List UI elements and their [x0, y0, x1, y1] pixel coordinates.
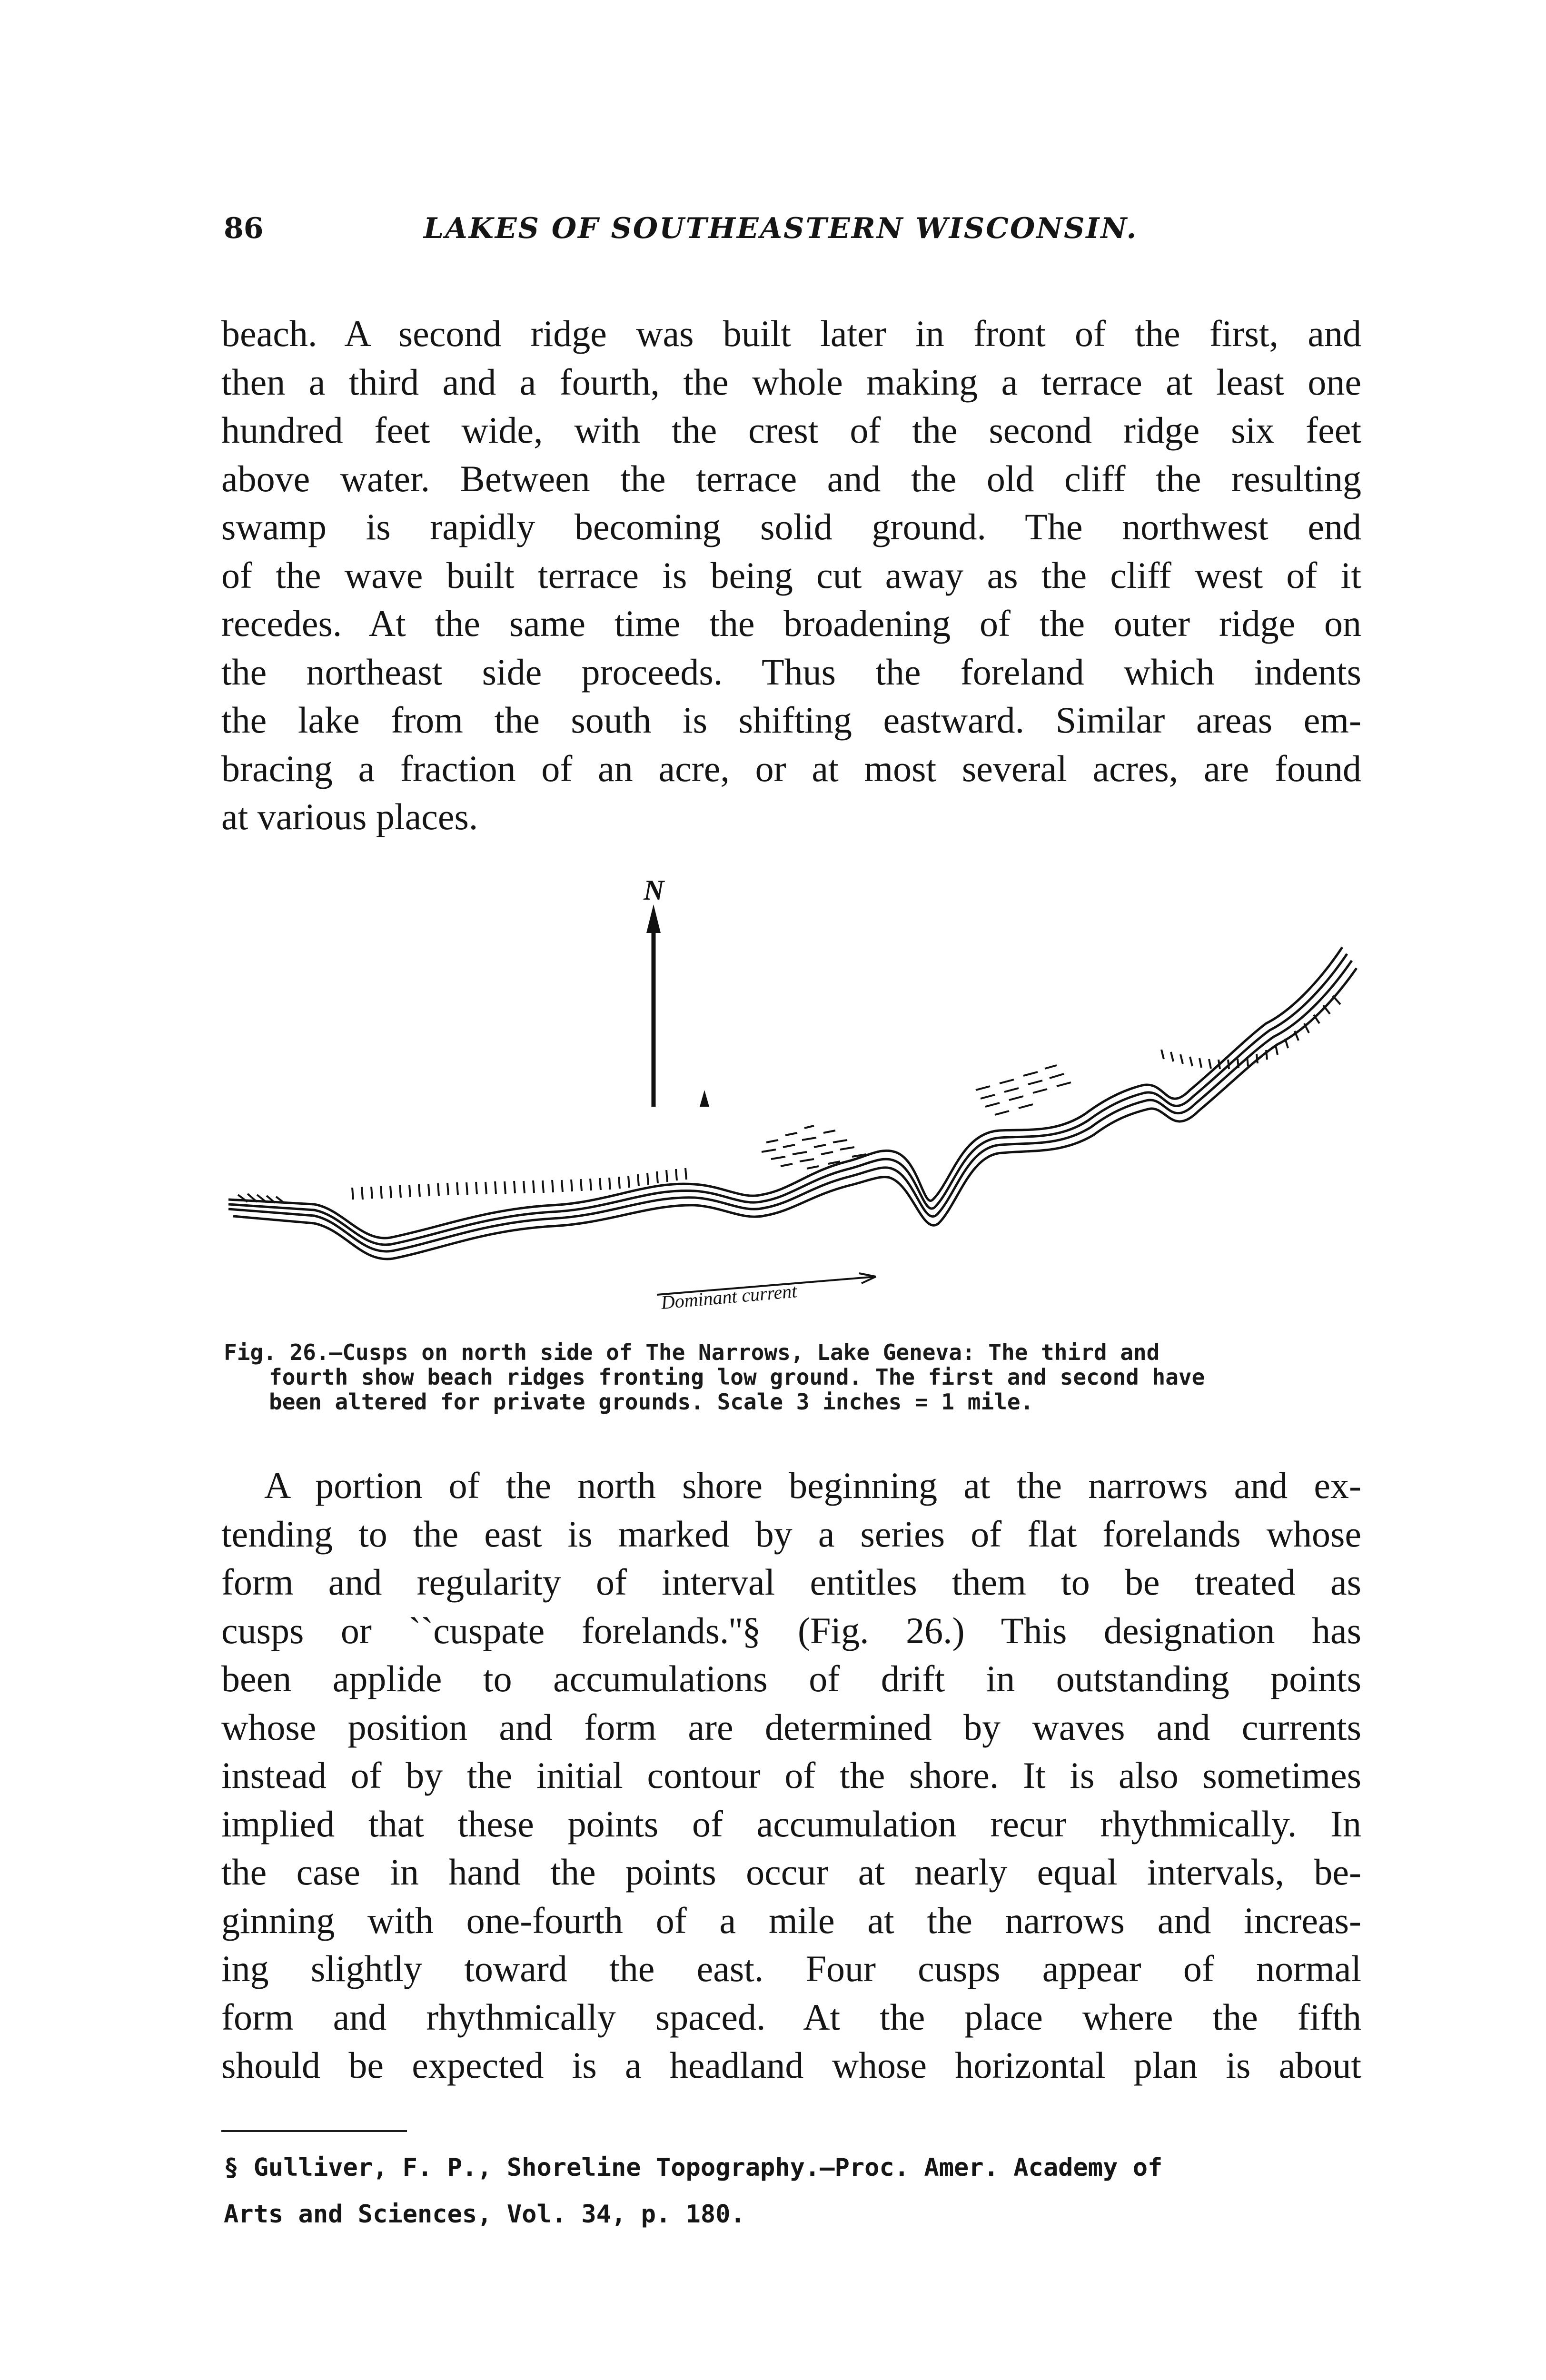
footnote [224, 2144, 1361, 2238]
text-line: then a third and a fourth, the whole making a terrace at least one [221, 361, 1361, 403]
text-line: cusps or ``cuspate forelands.''§ (Fig. 26.) This designation has [221, 1609, 1361, 1651]
text-line: at various places. [221, 796, 478, 837]
running-title: LAKES OF SOUTHEASTERN WISCONSIN. [424, 212, 1138, 245]
north-label: N [644, 874, 664, 906]
text-line: ing slightly toward the east. Four cusps appear of normal [221, 1948, 1361, 1989]
text-line: the northeast side proceeds. Thus the foreland which indents [221, 651, 1361, 693]
text-line: bracing a fraction of an acre, or at most several acres, are found [221, 747, 1361, 789]
text-line: hundred feet wide, with the crest of the second ridge six feet [221, 409, 1361, 451]
shoreline-map [219, 866, 1371, 1323]
footnote-rule [221, 2130, 407, 2132]
text-line: swamp is rapidly becoming solid ground. The northwest end [221, 506, 1361, 547]
figure-cusps-map [219, 866, 1371, 1323]
text-line: beach. A second ridge was built later in front of the first, and [221, 313, 1361, 354]
text-line: above water. Between the terrace and the old cliff the resulting [221, 457, 1361, 499]
text-line: form and regularity of interval entitles them to be treated as [221, 1561, 1361, 1603]
text-line: ginning with one-fourth of a mile at the narrows and increas- [221, 1899, 1361, 1941]
text-line: form and rhythmically spaced. At the place where the fifth [221, 1996, 1361, 2038]
figure-caption [224, 1340, 1361, 1414]
text-line: should be expected is a headland whose horizontal plan is about [221, 2044, 1361, 2086]
current-arrow-icon [657, 1273, 876, 1313]
page-header [224, 212, 1366, 250]
text-line: been applide to accumulations of drift in outstanding points [221, 1658, 1361, 1699]
text-line: of the wave built terrace is being cut away as the cliff west of it [221, 554, 1361, 596]
current-label: Dominant current [660, 1280, 798, 1313]
paragraph-1 [221, 309, 1361, 841]
caption-line: Fig. 26.—Cusps on north side of The Narrows, Lake Geneva: The third and [224, 1339, 1160, 1365]
text-line: instead of by the initial contour of the shore. It is also sometimes [221, 1755, 1361, 1796]
shoreline-icon [228, 947, 1357, 1259]
text-line: tending to the east is marked by a series of flat forelands whose [221, 1513, 1361, 1555]
text-line: implied that these points of accumulation recur rhythmically. In [221, 1803, 1361, 1844]
paragraph-2 [221, 1461, 1361, 2090]
mark-icon [700, 1090, 709, 1107]
caption-line: been altered for private grounds. Scale 3 inches = 1 mile. [269, 1389, 1034, 1415]
text-line: recedes. At the same time the broadening of the outer ridge on [221, 603, 1361, 644]
text-line: whose position and form are determined by waves and currents [221, 1706, 1361, 1748]
text-line: A portion of the north shore beginning at the narrows and ex- [264, 1465, 1361, 1506]
footnote-line: § Gulliver, F. P., Shoreline Topography.—Proc. Amer. Academy of [224, 2153, 1163, 2182]
footnote-line: Arts and Sciences, Vol. 34, p. 180. [224, 2200, 745, 2229]
text-line: the case in hand the points occur at nearly equal intervals, be- [221, 1851, 1361, 1893]
text-line: the lake from the south is shifting eastward. Similar areas em- [221, 699, 1361, 741]
caption-line: fourth show beach ridges fronting low ground. The first and second have [269, 1364, 1205, 1390]
north-arrow-icon [643, 874, 665, 1107]
page-number: 86 [224, 212, 264, 245]
